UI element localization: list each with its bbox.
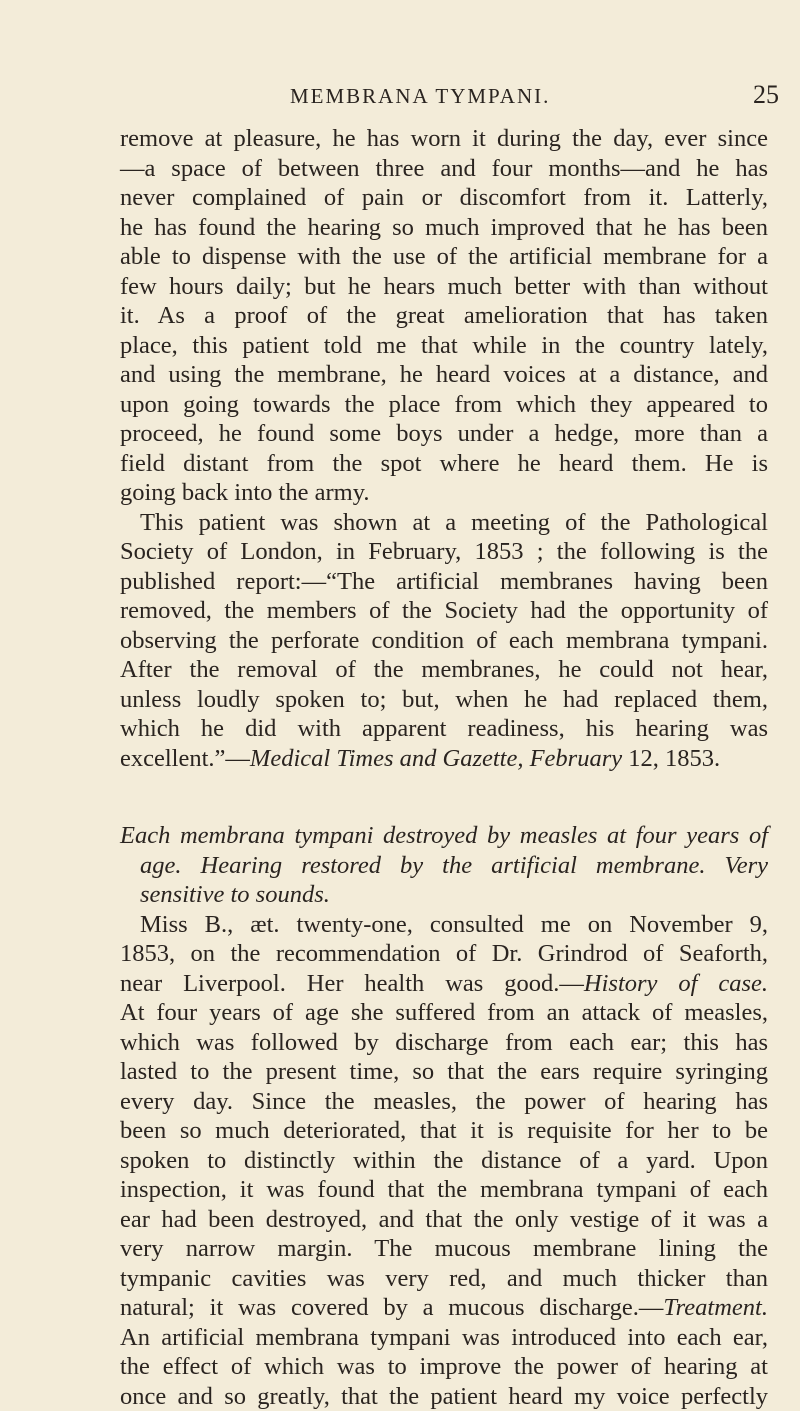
running-title: MEMBRANA TYMPANI. [290, 84, 550, 109]
page-number: 25 [753, 80, 779, 110]
text-line: he has found the hearing so much improved that he has been [120, 213, 768, 243]
text-line: lasted to the present time, so that the ears require syringing [120, 1057, 768, 1087]
text-line: proceed, he found some boys under a hedge, more than a [120, 419, 768, 449]
text-line: An artificial membrana tympani was introduced into each ear, [120, 1323, 768, 1353]
text-line: upon going towards the place from which they appeared to [120, 390, 768, 420]
text-run: natural; it was covered by a mucous discharge.— [120, 1294, 663, 1321]
text-line: ear had been destroyed, and that the only vestige of it was a [120, 1205, 768, 1235]
text-line: remove at pleasure, he has worn it during the day, ever since [120, 124, 768, 154]
text-line: removed, the members of the Society had the opportunity of [120, 596, 768, 626]
text-line: very narrow margin. The mucous membrane lining the [120, 1234, 768, 1264]
text-line: going back into the army. [120, 478, 768, 508]
text-line: the effect of which was to improve the power of hearing at [120, 1352, 768, 1382]
paragraph-pathological-society [120, 508, 768, 774]
text-line: unless loudly spoken to; but, when he had replaced them, [120, 685, 768, 715]
text-line: it. As a proof of the great amelioration that has taken [120, 301, 768, 331]
citation: Medical Times and Gazette, February [250, 745, 622, 772]
section-gap [120, 773, 768, 821]
treatment-label: Treatment. [663, 1294, 768, 1321]
text-line: place, this patient told me that while in the country lately, [120, 331, 768, 361]
text-line: spoken to distinctly within the distance of a yard. Upon [120, 1146, 768, 1176]
text-run: near Liverpool. Her health was good.— [120, 970, 584, 997]
paragraph-case [120, 910, 768, 1411]
text-run: 12, 1853. [622, 745, 720, 772]
text-line: field distant from the spot where he heard them. He is [120, 449, 768, 479]
text-line: which was followed by discharge from each ear; this has [120, 1028, 768, 1058]
text-line: able to dispense with the use of the artificial membrane for a [120, 242, 768, 272]
history-label: History of case. [584, 970, 768, 997]
body-text [120, 124, 768, 1411]
text-line: which he did with apparent readiness, his hearing was [120, 714, 768, 744]
text-line: Miss B., æt. twenty-one, consulted me on November 9, [120, 910, 768, 940]
text-line: and using the membrane, he heard voices at a distance, and [120, 360, 768, 390]
text-line: inspection, it was found that the membrana tympani of each [120, 1175, 768, 1205]
text-line: This patient was shown at a meeting of the Pathological [120, 508, 768, 538]
text-line [120, 969, 768, 999]
text-line: never complained of pain or discomfort from it. Latterly, [120, 183, 768, 213]
case-heading [120, 821, 768, 910]
running-head [0, 84, 800, 114]
text-line [120, 744, 768, 774]
text-line: 1853, on the recommendation of Dr. Grindrod of Seaforth, [120, 939, 768, 969]
text-line: Society of London, in February, 1853 ; the following is the [120, 537, 768, 567]
paragraph-continued [120, 124, 768, 508]
text-line: every day. Since the measles, the power of hearing has [120, 1087, 768, 1117]
text-line: observing the perforate condition of each membrana tympani. [120, 626, 768, 656]
text-line [120, 1293, 768, 1323]
text-line: published report:—“The artificial membranes having been [120, 567, 768, 597]
text-line: tympanic cavities was very red, and much thicker than [120, 1264, 768, 1294]
heading-line: sensitive to sounds. [120, 880, 768, 910]
text-line: been so much deteriorated, that it is requisite for her to be [120, 1116, 768, 1146]
text-run: excellent.”— [120, 745, 250, 772]
text-line: After the removal of the membranes, he could not hear, [120, 655, 768, 685]
heading-line: Each membrana tympani destroyed by measles at four years of [120, 821, 768, 851]
text-line: few hours daily; but he hears much better with than without [120, 272, 768, 302]
text-line: —a space of between three and four months—and he has [120, 154, 768, 184]
text-line: At four years of age she suffered from an attack of measles, [120, 998, 768, 1028]
heading-line: age. Hearing restored by the artificial membrane. Very [120, 851, 768, 881]
text-line: once and so greatly, that the patient heard my voice perfectly [120, 1382, 768, 1411]
